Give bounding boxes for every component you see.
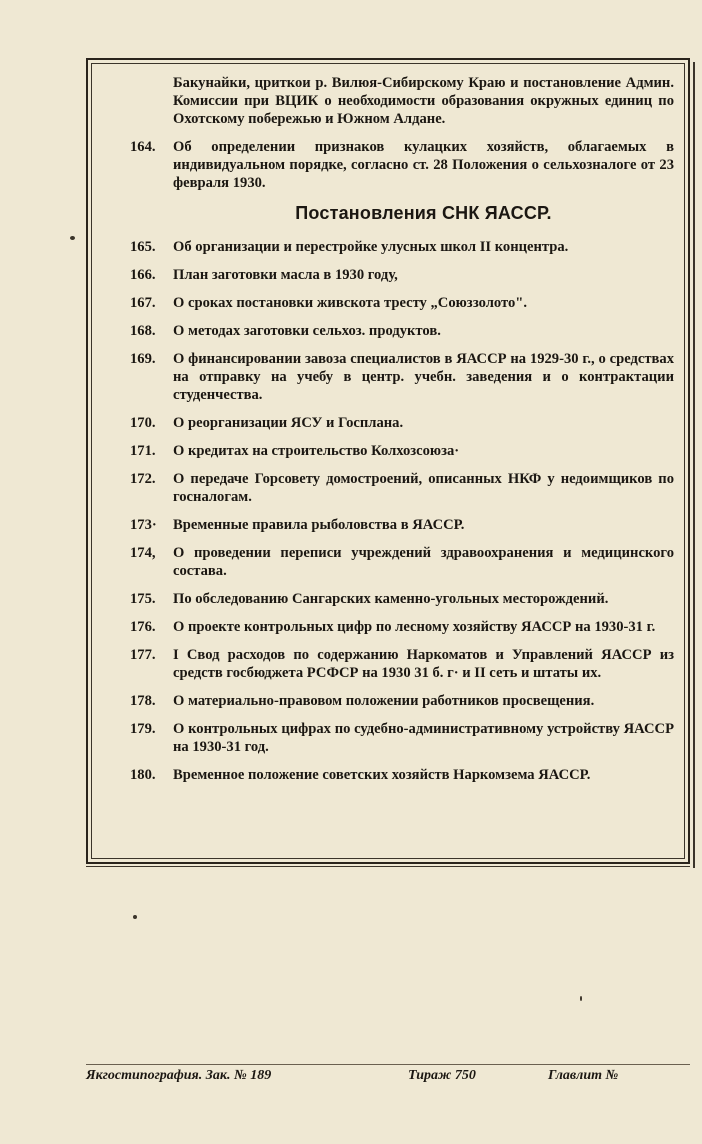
- list-item: [130, 266, 674, 284]
- entry-number: 172.: [130, 471, 156, 487]
- entry-number: 166.: [130, 267, 156, 283]
- print-speck: [70, 236, 75, 240]
- list-item: [130, 322, 674, 340]
- list-item: [130, 516, 674, 534]
- entry-text: Об организации и перестройке улусных школ II концентра.: [173, 239, 569, 255]
- entry-number: 175.: [130, 591, 156, 607]
- entry-text: По обследованию Сангарских каменно-угольных месторождений.: [173, 591, 609, 607]
- entry-number: 167.: [130, 295, 156, 311]
- continuation-text: Бакунайки, цриткои р. Вилюя-Сибирскому Краю и постановление Админ. Комиссии при ВЦИК о необходимости образования окружных единиц по Охотскому побережью и Южном Алдане.: [173, 75, 674, 127]
- entry-number: 179.: [130, 721, 156, 737]
- entry-text: О передаче Горсовету домостроений, описанных НКФ у недоимщиков по госналогам.: [173, 471, 674, 505]
- list-item: [130, 544, 674, 580]
- list-item: [130, 590, 674, 608]
- entry-text: О кредитах на строительство Колхозсоюза·: [173, 443, 460, 459]
- entry-text: О проведении переписи учреждений здравоохранения и медицинского состава.: [173, 545, 674, 579]
- entry-text: Временные правила рыболовства в ЯАССР.: [173, 517, 465, 533]
- entry-number: 165.: [130, 239, 156, 255]
- list-item: [130, 442, 674, 460]
- list-item: [130, 720, 674, 756]
- entry-text: О сроках постановки живскота тресту „Союззолото".: [173, 295, 528, 311]
- circulation-imprint: Тираж 750: [408, 1068, 476, 1083]
- frame-shadow-line: [693, 62, 695, 868]
- entry-number: 171.: [130, 443, 156, 459]
- entry-text: О материально-правовом положении работников просвещения.: [173, 693, 595, 709]
- list-item: [130, 350, 674, 404]
- list-item: [130, 470, 674, 506]
- footer-rule: [86, 1064, 690, 1065]
- entry-text: О контрольных цифрах по судебно-административному устройству ЯАССР на 1930-31 год.: [173, 721, 674, 755]
- entry-number: 170.: [130, 415, 156, 431]
- entry-number: 164.: [130, 139, 156, 155]
- list-item: [130, 238, 674, 256]
- table-of-contents: [130, 74, 674, 794]
- entry-text: План заготовки масла в 1930 году,: [173, 267, 398, 283]
- entry-text: О методах заготовки сельхоз. продуктов.: [173, 323, 441, 339]
- entry-number: 178.: [130, 693, 156, 709]
- section-heading: Постановления СНК ЯАССР.: [295, 203, 552, 223]
- imprint-footer: [86, 1068, 690, 1092]
- entry-text: О реорганизации ЯСУ и Госплана.: [173, 415, 404, 431]
- print-speck: [580, 996, 582, 1001]
- list-item: [130, 414, 674, 432]
- entry-number: 177.: [130, 647, 156, 663]
- list-item: [130, 766, 674, 784]
- list-item: [130, 692, 674, 710]
- list-item: [130, 646, 674, 682]
- entry-number: 168.: [130, 323, 156, 339]
- entry-number: 173·: [130, 517, 157, 533]
- print-speck: [133, 915, 137, 919]
- glavlit-imprint: Главлит №: [548, 1068, 619, 1083]
- entries-before-heading: [130, 138, 674, 192]
- list-item: [130, 618, 674, 636]
- entries-list: [130, 238, 674, 784]
- frame-bottom-rule: [86, 866, 690, 867]
- entry-number: 169.: [130, 351, 156, 367]
- entry-number: 180.: [130, 767, 156, 783]
- printer-imprint: Якгостипография. Зак. № 189: [86, 1068, 272, 1083]
- entry-text: Временное положение советских хозяйств Наркомзема ЯАССР.: [173, 767, 591, 783]
- list-item: [130, 138, 674, 192]
- entry-text: О проекте контрольных цифр по лесному хозяйству ЯАССР на 1930-31 г.: [173, 619, 656, 635]
- entry-text: О финансировании завоза специалистов в ЯАССР на 1929-30 г., о средствах на отправку на учебу в центр. учебн. заведения и о контрактации студенчества.: [173, 351, 674, 403]
- entry-text: I Свод расходов по содержанию Наркоматов и Управлений ЯАССР из средств госбюджета РСФСР на 1930 31 б. г· и II сеть и штаты их.: [173, 647, 674, 681]
- entry-number: 174,: [130, 545, 156, 561]
- entry-number: 176.: [130, 619, 156, 635]
- entry-text: Об определении признаков кулацких хозяйств, облагаемых в индивидуальном порядке, согласно ст. 28 Положения о сельхозналоге от 23 февраля 1930.: [173, 139, 674, 191]
- list-item: [130, 294, 674, 312]
